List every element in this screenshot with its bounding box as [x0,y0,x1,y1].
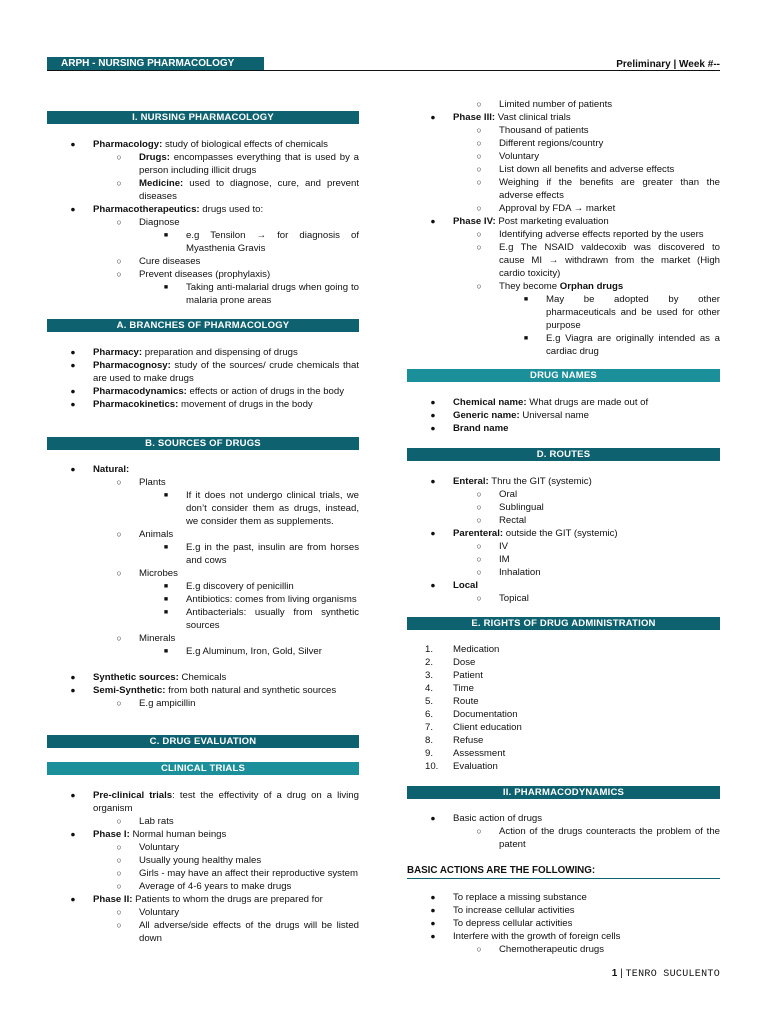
basic-actions-heading: BASIC ACTIONS ARE THE FOLLOWING: [407,865,720,879]
list-item: ■ E.g in the past, insulin are from horses and cows [163,542,359,566]
pharmacodynamics-list [407,812,720,851]
section-heading-drug-evaluation: C. DRUG EVALUATION [47,735,359,748]
list-item: 7. Client education [425,722,522,733]
list-item: ■ Antibiotics: comes from living organisms [163,594,357,605]
list-item: ○ List down all benefits and adverse effects [476,164,675,175]
list-item: 1. Medication [425,644,500,655]
list-item: ● To increase cellular activities [430,905,575,916]
list-item: ○ Usually young healthy males [116,855,262,866]
list-item: 8. Refuse [425,735,484,746]
list-item: ○ Voluntary [116,907,180,918]
list-item: ● Enteral: Thru the GIT (systemic) [430,476,592,487]
list-item: ○ Drugs: encompasses everything that is used by a person including illicit drugs [116,152,359,176]
list-item: ○ Action of the drugs counteracts the problem of the patent [476,826,720,850]
list-item: ● Natural: [70,464,130,475]
list-item: ● Generic name: Universal name [430,410,589,421]
list-item: ● Phase III: Vast clinical trials [430,112,571,123]
list-item: ○ E.g The NSAID valdecoxib was discovered to cause MI → withdrawn from the market (High cardio toxicity) [476,242,720,279]
list-item: ○ Approval by FDA → market [476,203,616,214]
list-item: ● Synthetic sources: Chemicals [70,672,227,683]
section-heading-nursing-pharmacology: I. NURSING PHARMACOLOGY [47,111,359,124]
list-item: ● Pharmacokinetics: movement of drugs in the body [70,399,313,410]
list-item: ■ If it does not undergo clinical trials, we don’t consider them as drugs, instead, we consider them as supplements. [163,490,359,527]
list-item: ○ Plants [116,477,166,488]
list-item: ● Phase IV: Post marketing evaluation [430,216,609,227]
footer-author: TENRO SUCULENTO [625,969,720,980]
list-item: 2. Dose [425,657,476,668]
list-item: ○ Girls - may have an affect their reproductive system [116,868,358,879]
list-item: 9. Assessment [425,748,506,759]
list-item: ○ Inhalation [476,567,541,578]
list-item: ○ Identifying adverse effects reported by the users [476,229,704,240]
sources-list [47,463,359,710]
list-item: ● Pharmacodynamics: effects or action of drugs in the body [70,386,344,397]
list-item: ● Pre-clinical trials: test the effectivity of a drug on a living organism [70,790,359,814]
list-item: ○ Weighing if the benefits are greater than the adverse effects [476,177,720,201]
list-item: ■ E.g Viagra are originally intended as a cardiac drug [523,333,720,357]
list-item: ○ Medicine: used to diagnose, cure, and prevent diseases [116,178,359,202]
list-item: 5. Route [425,696,479,707]
list-item: ○ Minerals [116,633,176,644]
section-heading-clinical-trials: CLINICAL TRIALS [47,762,359,775]
list-item: 4. Time [425,683,474,694]
section-heading-sources: B. SOURCES OF DRUGS [47,437,359,450]
branches-list [47,346,359,411]
list-item: ● Phase I: Normal human beings [70,829,227,840]
clinical-trials-list [47,789,359,945]
list-item: ■ Taking anti-malarial drugs when going to malaria prone areas [163,282,359,306]
clinical-phases-list [407,98,720,358]
list-item: ● Pharmacology: study of biological effects of chemicals [70,139,328,150]
list-item: ○ All adverse/side effects of the drugs will be listed down [116,920,359,944]
list-item: ○ IV [476,541,509,552]
list-item: ○ Thousand of patients [476,125,589,136]
list-item: ○ Average of 4-6 years to make drugs [116,881,292,892]
list-item: ○ Limited number of patients [476,99,613,110]
list-item: ○ Topical [476,593,529,604]
list-item: ○ Microbes [116,568,178,579]
section-heading-branches: A. BRANCHES OF PHARMACOLOGY [47,319,359,332]
list-item: 3. Patient [425,670,483,681]
drug-names-list [407,396,720,435]
page-number: 1 [611,968,618,979]
list-item: ○ Sublingual [476,502,544,513]
list-item: ● Parenteral: outside the GIT (systemic) [430,528,618,539]
document-header-tag: ARPH - NURSING PHARMACOLOGY [47,57,264,70]
list-item: ○ Chemotherapeutic drugs [476,944,605,955]
list-item: ○ Voluntary [476,151,540,162]
list-item: ○ Different regions/country [476,138,604,149]
list-item: 6. Documentation [425,709,518,720]
pharmacology-list [47,138,359,307]
list-item: ● Phase II: Patients to whom the drugs are prepared for [70,894,323,905]
list-item: ○ They become Orphan drugs [476,281,624,292]
list-item: ○ Oral [476,489,518,500]
section-heading-rights: E. RIGHTS OF DRUG ADMINISTRATION [407,617,720,630]
list-item: ● Brand name [430,423,509,434]
section-heading-pharmacodynamics: II. PHARMACODYNAMICS [407,786,720,799]
list-item: ○ Diagnose [116,217,180,228]
list-item: ● Pharmacy: preparation and dispensing of drugs [70,347,298,358]
page-footer [612,968,720,980]
header-divider [47,70,720,71]
list-item: ● To depress cellular activities [430,918,573,929]
list-item: ○ Cure diseases [116,256,201,267]
list-item: ○ IM [476,554,510,565]
list-item: ■ May be adopted by other pharmaceuticals and be used for other purpose [523,294,720,331]
list-item: 10. Evaluation [425,761,498,772]
list-item: ○ Rectal [476,515,527,526]
list-item: ● Local [430,580,479,591]
list-item: ■ E.g discovery of penicillin [163,581,294,592]
routes-list [407,475,720,605]
section-heading-routes: D. ROUTES [407,448,720,461]
list-item: ● Interfere with the growth of foreign cells [430,931,621,942]
list-item: ■ Antibacterials: usually from synthetic sources [163,607,359,631]
section-heading-drug-names: DRUG NAMES [407,369,720,382]
footer-separator: | [617,968,626,979]
list-item: ■ E.g Aluminum, Iron, Gold, Silver [163,646,322,657]
document-header-week: Preliminary | Week #-- [616,59,720,70]
list-item: ○ Animals [116,529,174,540]
list-item: ○ Voluntary [116,842,180,853]
list-item: ● Semi-Synthetic: from both natural and synthetic sources [70,685,337,696]
list-item: ● Pharmacotherapeutics: drugs used to: [70,204,264,215]
list-item: ■ e.g Tensilon → for diagnosis of Myasthenia Gravis [163,230,359,254]
list-item: ● Pharmacognosy: study of the sources/ crude chemicals that are used to make drugs [70,360,359,384]
list-item: ● To replace a missing substance [430,892,587,903]
list-item: ● Basic action of drugs [430,813,543,824]
list-item: ○ E.g ampicillin [116,698,196,709]
basic-actions-list [407,891,720,956]
rights-list [407,643,720,773]
list-item: ○ Lab rats [116,816,174,827]
list-item: ● Chemical name: What drugs are made out of [430,397,649,408]
list-item: ○ Prevent diseases (prophylaxis) [116,269,271,280]
